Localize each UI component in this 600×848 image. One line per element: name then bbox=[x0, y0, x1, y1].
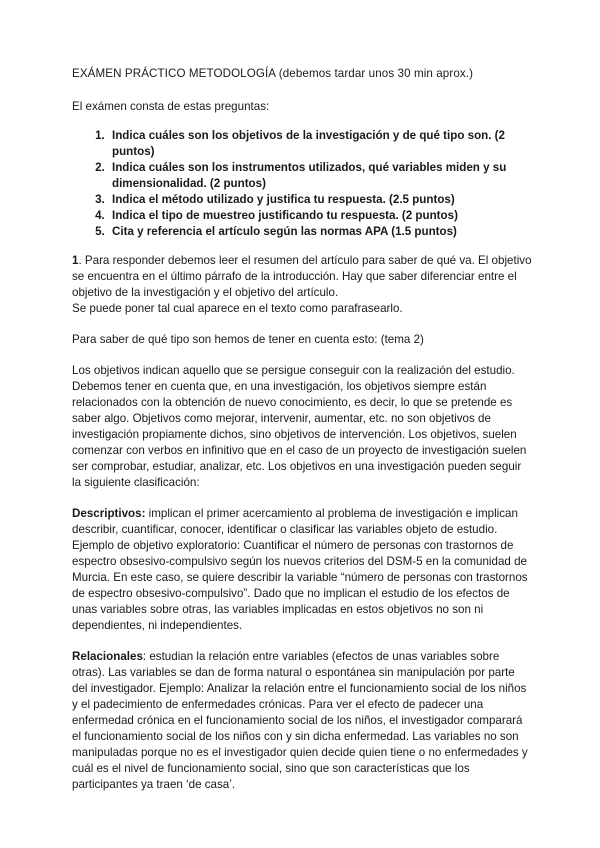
question-item: 2. Indica cuáles son los instrumentos utilizados, qué variables miden y su dimensionalidad. (2 puntos) bbox=[108, 160, 532, 192]
answer-1-text: . Para responder debemos leer el resumen del artículo para saber de qué va. El objetivo se encuentra en el último párrafo de la introducción. Hay que saber diferenciar entre el objetivo de la investigación y el objetivo del artículo. bbox=[72, 254, 532, 299]
descriptivos-text: implican el primer acercamiento al problema de investigación e implican describir, cuantificar, conocer, identificar o clasificar las variables objeto de estudio. Ejemplo de objetivo exploratorio: Cuantificar el número de personas con trastornos de espectro obsesivo-compulsivo según los nuevos criterios del DSM-5 en la comunidad de Murcia. En este caso, se quiere describir la variable “número de personas con trastornos de espectro obsesivo-compulsivo”. Dado que no implican el estudio de los efectos de unas variables sobre otras, las variables implicadas en estos objetivos no son ni dependientes, ni independientes. bbox=[72, 507, 528, 632]
relacionales-text: : estudian la relación entre variables (efectos de unas variables sobre otras). Las variables se dan de forma natural o espontánea sin manipulación por parte del investigador. Ejemplo: Analizar la relación entre el funcionamiento social de los niños y el padecimiento de enfermedades crónicas. Para ver el efecto de padecer una enfermedad crónica en el funcionamiento social de los niños, el investigador comparará el funcionamiento social de los niños con y sin dicha enfermedad. Las variables no son manipuladas porque no es el investigador quien decide quien tiene o no enfermedades y cuál es el nivel de funcionamiento social, sino que son características que los participantes ya traen ‘de casa’. bbox=[72, 650, 528, 791]
question-item: 3. Indica el método utilizado y justifica tu respuesta. (2.5 puntos) bbox=[108, 192, 532, 208]
answer-1-number: 1 bbox=[72, 254, 79, 267]
descriptivos-label: Descriptivos: bbox=[72, 507, 146, 520]
tipo-intro: Para saber de qué tipo son hemos de tener en cuenta esto: (tema 2) bbox=[72, 333, 424, 346]
document-page bbox=[72, 66, 532, 808]
question-item: 1. Indica cuáles son los objetivos de la investigación y de qué tipo son. (2 puntos) bbox=[108, 128, 532, 160]
intro-text: El exámen consta de estas preguntas: bbox=[72, 100, 270, 113]
descriptivos-paragraph bbox=[72, 506, 532, 634]
objetivos-paragraph: Los objetivos indican aquello que se persigue conseguir con la realización del estudio. Debemos tener en cuenta que, en una investigación, los objetivos siempre están relacionados con la obtención de nuevo conocimiento, es decir, lo que se pretende es saber algo. Objetivos como mejorar, intervenir, aumentar, etc. no son objetivos de investigación propiamente dichos, sino objetivos de intervención. Los objetivos, suelen comenzar con verbos en infinitivo que en el caso de un proyecto de investigación suelen ser comprobar, estudiar, analizar, etc. Los objetivos en una investigación pueden seguir la siguiente clasificación: bbox=[72, 364, 527, 489]
relacionales-label: Relacionales bbox=[72, 650, 143, 663]
answer-1-paragraph bbox=[72, 253, 532, 301]
question-item: 4. Indica el tipo de muestreo justificando tu respuesta. (2 puntos) bbox=[108, 208, 532, 224]
questions-list bbox=[72, 128, 532, 240]
answer-1-note: Se puede poner tal cual aparece en el texto como parafrasearlo. bbox=[72, 302, 403, 315]
document-title: EXÁMEN PRÁCTICO METODOLOGÍA (debemos tardar unos 30 min aprox.) bbox=[72, 67, 474, 80]
question-item: 5. Cita y referencia el artículo según las normas APA (1.5 puntos) bbox=[108, 224, 532, 240]
relacionales-paragraph bbox=[72, 649, 532, 793]
